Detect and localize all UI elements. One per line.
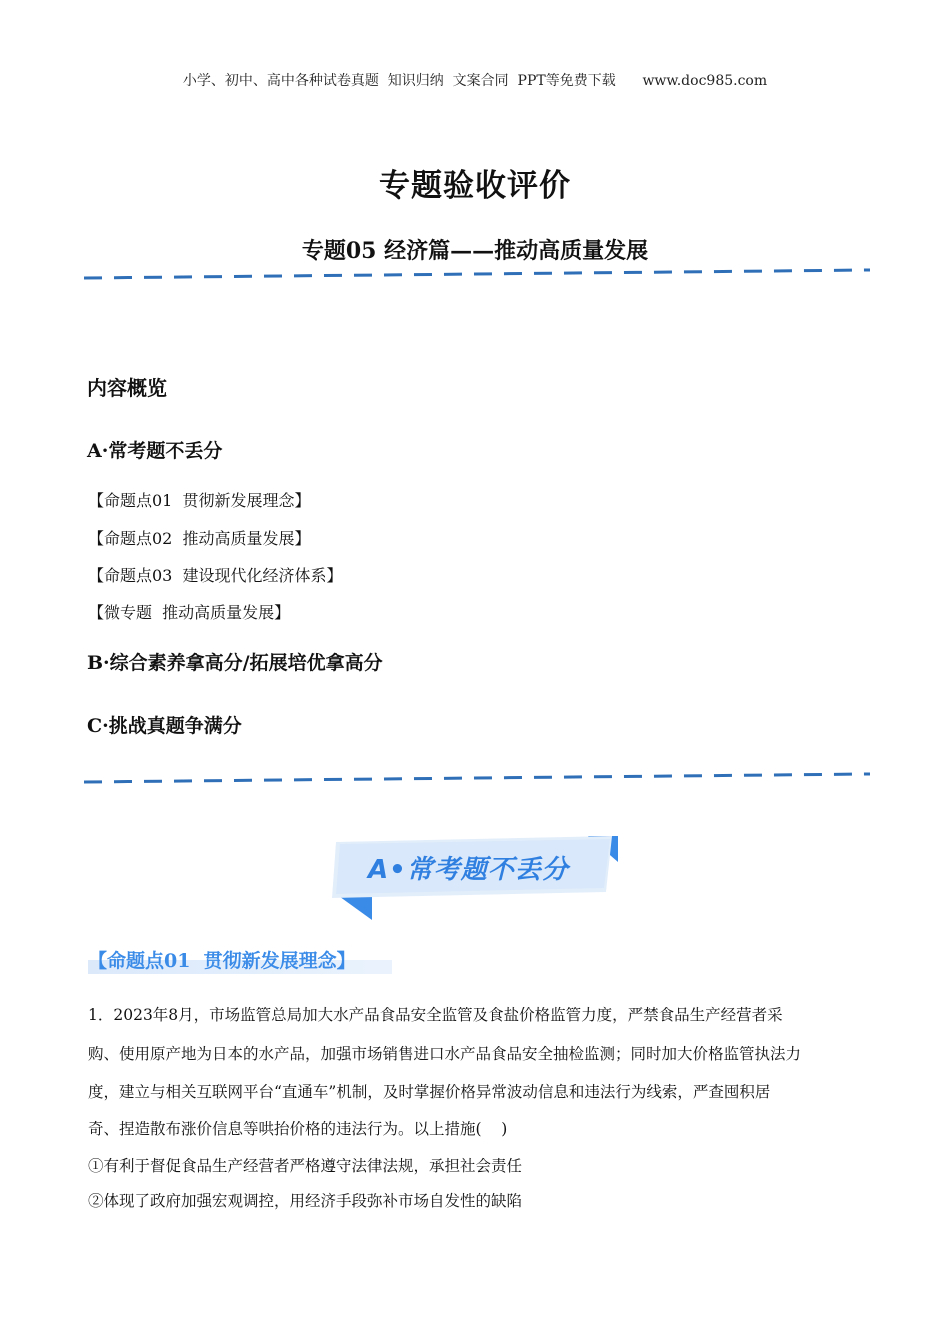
section-b-link: B·综合素养拿高分/拓展培优拿高分 [87, 652, 383, 674]
point-heading: 【命题点01 贯彻新发展理念】 [88, 950, 356, 972]
page-title: 专题验收评价 [379, 168, 571, 204]
question-text-line: 奇、捏造散布涨价信息等哄抬价格的违法行为。以上措施( ) [88, 1120, 508, 1138]
overview-heading: 内容概览 [87, 376, 167, 400]
question-text-line: 度，建立与相关互联网平台“直通车”机制，及时掌握价格异常波动信息和违法行为线索，严查囤积居 [88, 1083, 771, 1101]
toc-item: 【命题点03 建设现代化经济体系】 [88, 566, 343, 585]
toc-item: 【命题点01 贯彻新发展理念】 [88, 491, 311, 510]
dashed-divider-top [84, 266, 870, 282]
question-text-line: 购、使用原产地为日本的水产品，加强市场销售进口水产品食品安全抽检监测；同时加大价格监管执法力 [88, 1045, 802, 1063]
question-option: ②体现了政府加强宏观调控，用经济手段弥补市场自发性的缺陷 [88, 1192, 523, 1210]
toc-item: 【命题点02 推动高质量发展】 [88, 529, 311, 548]
section-a-banner-label: A•常考题不丢分 [368, 855, 569, 885]
question-text-line: 1．2023年8月，市场监管总局加大水产品食品安全监管及食盐价格监管力度，严禁食品生产经营者采 [88, 1006, 783, 1024]
site-header: 小学、初中、高中各种试卷真题 知识归纳 文案合同 PPT等免费下载 www.doc985.com [182, 73, 768, 89]
toc-item: 【微专题 推动高质量发展】 [88, 603, 291, 622]
page-subtitle: 专题05 经济篇——推动高质量发展 [301, 238, 649, 264]
dashed-divider-bottom [84, 770, 870, 786]
section-c-link: C·挑战真题争满分 [87, 715, 242, 737]
section-a-link: A·常考题不丢分 [87, 440, 223, 462]
question-option: ①有利于督促食品生产经营者严格遵守法律法规，承担社会责任 [88, 1157, 523, 1175]
point-heading-block [88, 946, 356, 976]
